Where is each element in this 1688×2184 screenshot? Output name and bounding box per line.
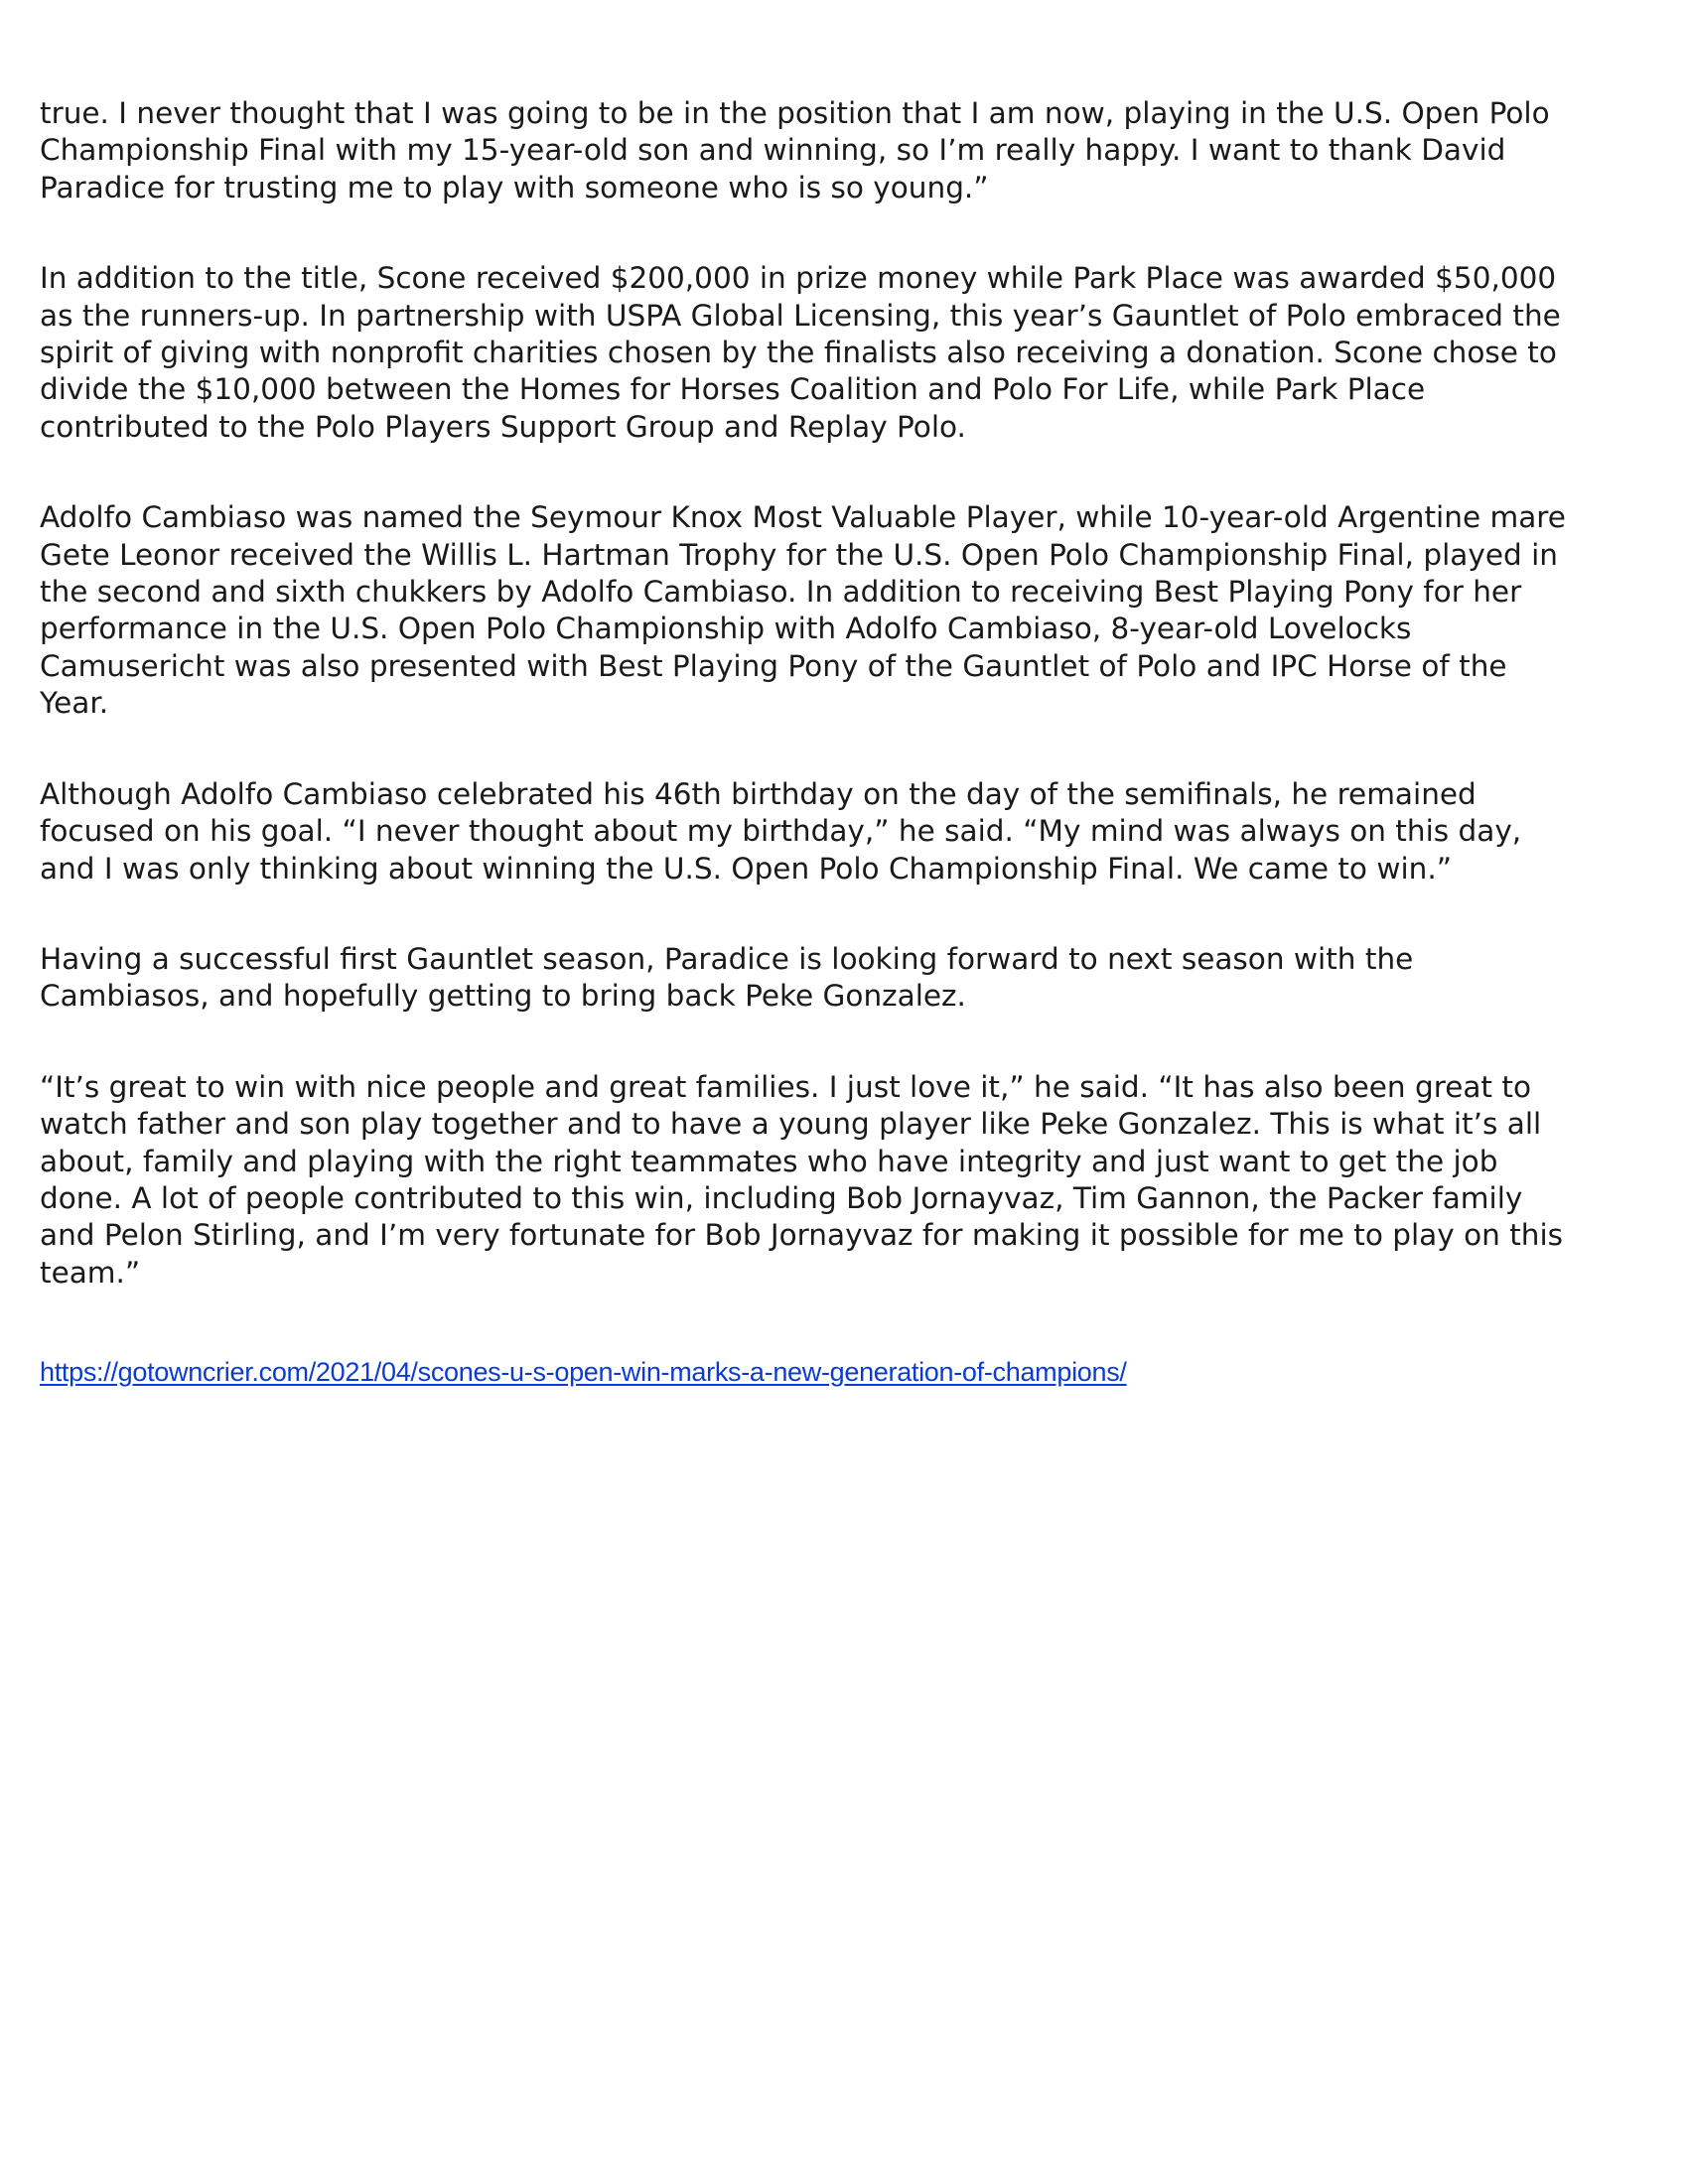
text-line: team.” bbox=[40, 1255, 141, 1290]
source-link[interactable]: https://gotowncrier.com/2021/04/scones-u-s-open-win-marks-a-new-generation-of-champions/ bbox=[40, 1357, 1127, 1388]
text-line: spirit of giving with nonprofit charities chosen by the finalists also receiving a donation. Scone chose to bbox=[40, 336, 1557, 370]
text-line: the second and sixth chukkers by Adolfo Cambiaso. In addition to receiving Best Playing Pony for her bbox=[40, 575, 1522, 610]
paragraph-prize-money bbox=[40, 260, 1658, 446]
text-line: watch father and son play together and to have a young player like Peke Gonzalez. This is what it’s all bbox=[40, 1107, 1542, 1142]
paragraph-closing-quote bbox=[40, 1069, 1658, 1292]
text-line: divide the $10,000 between the Homes for Horses Coalition and Polo For Life, while Park Place bbox=[40, 372, 1426, 407]
text-line: and I was only thinking about winning the U.S. Open Polo Championship Final. We came to win.” bbox=[40, 851, 1453, 886]
text-line: Championship Final with my 15-year-old son and winning, so I’m really happy. I want to thank David bbox=[40, 133, 1506, 168]
paragraph-birthday bbox=[40, 776, 1658, 887]
text-line: Adolfo Cambiaso was named the Seymour Knox Most Valuable Player, while 10-year-old Argentine mare bbox=[40, 500, 1566, 535]
text-line: and Pelon Stirling, and I’m very fortunate for Bob Jornayvaz for making it possible for me to play on this bbox=[40, 1218, 1564, 1253]
article-body bbox=[40, 95, 1658, 1389]
text-line: focused on his goal. “I never thought about my birthday,” he said. “My mind was always on this day, bbox=[40, 814, 1522, 849]
text-line: Having a successful first Gauntlet season, Paradice is looking forward to next season with the bbox=[40, 941, 1414, 976]
text-line: about, family and playing with the right teammates who have integrity and just want to get the job bbox=[40, 1144, 1498, 1178]
paragraph-quote-end bbox=[40, 95, 1658, 206]
text-line: true. I never thought that I was going to be in the position that I am now, playing in the U.S. Open Polo bbox=[40, 96, 1550, 130]
text-line: Paradice for trusting me to play with someone who is so young.” bbox=[40, 170, 989, 205]
text-line: In addition to the title, Scone received $200,000 in prize money while Park Place was awarded $50,000 bbox=[40, 261, 1557, 296]
text-line: done. A lot of people contributed to this win, including Bob Jornayvaz, Tim Gannon, the Packer family bbox=[40, 1180, 1523, 1215]
text-line: as the runners-up. In partnership with USPA Global Licensing, this year’s Gauntlet of Polo embraced the bbox=[40, 298, 1561, 333]
text-line: Year. bbox=[40, 686, 109, 721]
text-line: Camusericht was also presented with Best Playing Pony of the Gauntlet of Polo and IPC Horse of the bbox=[40, 648, 1507, 683]
text-line: Cambiasos, and hopefully getting to bring back Peke Gonzalez. bbox=[40, 979, 966, 1014]
text-line: contributed to the Polo Players Support Group and Replay Polo. bbox=[40, 409, 966, 444]
text-line: Gete Leonor received the Willis L. Hartman Trophy for the U.S. Open Polo Championship Final, played in bbox=[40, 537, 1558, 572]
paragraph-awards bbox=[40, 499, 1658, 722]
text-line: Although Adolfo Cambiaso celebrated his 46th birthday on the day of the semifinals, he remained bbox=[40, 776, 1477, 811]
text-line: performance in the U.S. Open Polo Championship with Adolfo Cambiaso, 8-year-old Lovelocks bbox=[40, 612, 1412, 646]
text-line: “It’s great to win with nice people and great families. I just love it,” he said. “It has also been great to bbox=[40, 1069, 1531, 1104]
paragraph-next-season bbox=[40, 941, 1658, 1016]
